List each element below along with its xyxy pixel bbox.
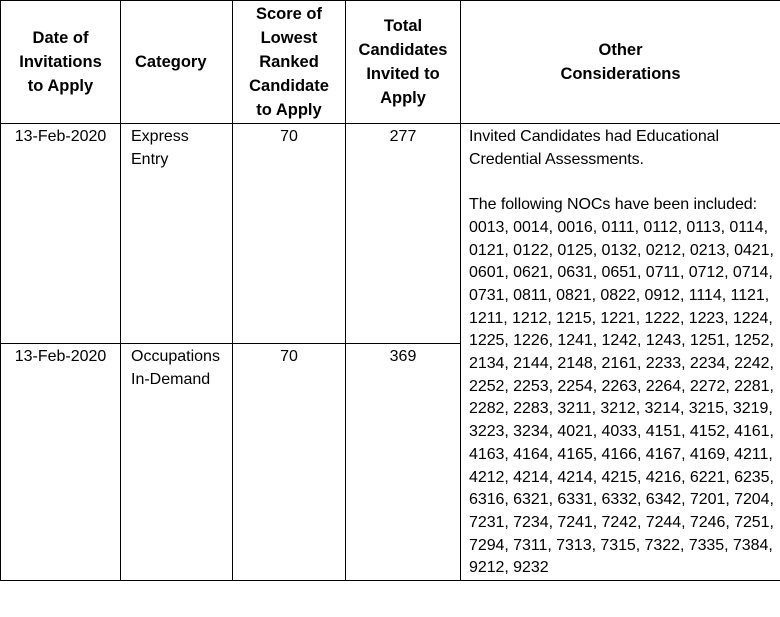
- header-total: Total Candidates Invited to Apply: [346, 1, 461, 124]
- ec-assessment-note: Invited Candidates had Educational Credential Assessments.: [469, 128, 720, 168]
- row-score: 70: [233, 124, 346, 344]
- header-score: Score of Lowest Ranked Candidate to Apply: [233, 1, 346, 124]
- row-date: 13-Feb-2020: [1, 124, 121, 344]
- table-row: [1, 124, 780, 344]
- noc-list: The following NOCs have been included: 0013, 0014, 0016, 0111, 0112, 0113, 0114, 0121, 0122, 0125, 0132, 0212, 0213, 0421, 0601, 0621, 0631, 0651, 0711, 0712, 0714, 0731, 0811, 0821, 0822, 0912, 1114, 1121, 1211, 1212, 1215, 1221, 1222, 1223, 1224, 1225, 1226, 1241, 1242, 1243, 1251, 1252, 2134, 2144, 2148, 2161, 2233, 2234, 2242, 2252, 2253, 2254, 2263, 2264, 2272, 2281, 2282, 2283, 3211, 3212, 3214, 3215, 3219, 3223, 3234, 4021, 4033, 4151, 4152, 4161, 4163, 4164, 4165, 4166, 4167, 4169, 4211, 4212, 4214, 4214, 4215, 4216, 6221, 6235, 6316, 6321, 6331, 6332, 6342, 7201, 7204, 7231, 7234, 7241, 7242, 7244, 7246, 7251, 7294, 7311, 7313, 7315, 7322, 7335, 7384, 9212, 9232: [469, 196, 774, 577]
- row-category: Express Entry: [121, 124, 233, 344]
- row-date: 13-Feb-2020: [1, 344, 121, 581]
- header-category: Category: [121, 1, 233, 124]
- header-row: [1, 1, 780, 124]
- row-total: 277: [346, 124, 461, 344]
- other-considerations-cell: [461, 124, 780, 581]
- header-date: Date of Invitations to Apply: [1, 1, 121, 124]
- row-total: 369: [346, 344, 461, 581]
- header-other: Other Considerations: [461, 1, 780, 124]
- row-category: Occupations In-Demand: [121, 344, 233, 581]
- row-score: 70: [233, 344, 346, 581]
